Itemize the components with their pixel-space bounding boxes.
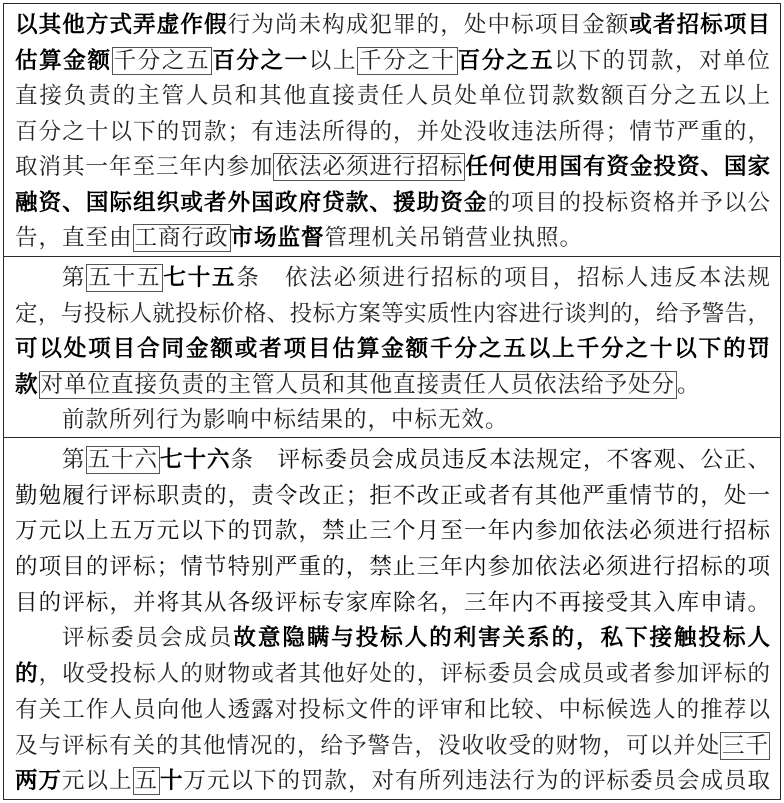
text: 管理机关吊销营业执照。 xyxy=(324,225,584,251)
deleted-text-box: 五 xyxy=(134,768,158,795)
added-text: 故意隐瞒与投标人的利害关系的，私下接触投标人 xyxy=(233,625,770,652)
text: 定，与投标人就投标价格、投标方案等实质性内容进行谈判的，给予警告， xyxy=(15,300,770,327)
text: 条 依法必须进行招标的项目，招标人违反本法规 xyxy=(236,265,770,291)
text: 行为尚未构成犯罪的，处中标项目金额 xyxy=(227,12,630,38)
added-text: 融资、国际组织或者外国政府贷款、援助资金 xyxy=(15,189,488,216)
text-line xyxy=(15,220,770,256)
added-text: 款 xyxy=(15,371,39,398)
text-line xyxy=(15,549,770,585)
text: 以下的罚款，对单位 xyxy=(554,47,770,74)
added-text: 两万 xyxy=(15,768,62,795)
deleted-text-box: 对单位直接负责的主管人员和其他直接责任人员依法给予处分 xyxy=(40,371,676,398)
text-line xyxy=(15,656,770,692)
added-text: 百分之五 xyxy=(457,47,555,74)
text-line xyxy=(15,331,770,367)
text-line xyxy=(15,78,770,114)
added-text: 评标委员会成员违反本法规定，不客观、公正、 xyxy=(277,447,770,473)
deleted-text-box: 三千 xyxy=(721,732,768,759)
article-heading-line xyxy=(15,260,770,296)
text: 百分之十以下的罚款；有违法所得的，并处没收违法所得；情节严重的， xyxy=(15,118,770,145)
text-line xyxy=(15,149,770,185)
added-text: 勤勉履行评标职责的，责令改正；拒不改正或者有其他严重情节的，处一 xyxy=(15,482,770,509)
deleted-text-box: 依法必须进行招标 xyxy=(275,154,464,180)
added-text: 估算金额 xyxy=(15,47,112,74)
text-line xyxy=(15,185,770,221)
text-line xyxy=(15,478,770,514)
text-line xyxy=(15,692,770,728)
added-text: 的 xyxy=(15,661,39,688)
text: 及与评标有关的其他情况的，给予警告，没收收受的财物，可以并处 xyxy=(15,732,720,759)
text: 条 xyxy=(230,447,278,473)
added-text: 可以处项目合同金额或者项目估算金额千分之五以上千分之十以下的罚 xyxy=(15,336,770,362)
text: 的项目的投标资格并予以公 xyxy=(487,189,770,216)
added-text: 十 xyxy=(160,768,184,795)
text: 第 xyxy=(62,447,86,473)
deleted-article-number: 五十五 xyxy=(88,265,162,291)
text: 万元以下的罚款，对有所列违法行为的评标委员会成员取 xyxy=(183,768,770,795)
added-text: 目的评标，并将其从各级评标专家库除名，三年内不再接受其入库申请。 xyxy=(15,589,770,616)
added-text: 以其他方式弄虚作假 xyxy=(15,12,228,38)
text-line xyxy=(15,513,770,549)
text-line xyxy=(15,296,770,332)
text-line xyxy=(15,367,770,403)
deleted-article-number: 五十六 xyxy=(87,447,158,473)
text: 元以上 xyxy=(62,768,133,795)
added-text: 百分之一 xyxy=(212,47,309,74)
article-75-row xyxy=(3,256,781,438)
added-text: 任何使用国有资金投资、国家 xyxy=(465,154,770,180)
text-line xyxy=(15,43,770,79)
text: 评标委员会成员 xyxy=(62,625,234,652)
added-text: 的项目的评标；情节特别严重的，禁止三年内参加依法必须进行招标的项 xyxy=(15,554,770,581)
deleted-text-box: 千分之五 xyxy=(113,47,211,74)
text: 。 xyxy=(677,371,701,398)
added-article-number: 七十五 xyxy=(163,265,237,291)
added-text: 或者招标项目 xyxy=(629,12,770,38)
added-article-number: 七十六 xyxy=(160,447,231,473)
text: 有关工作人员向他人透露对投标文件的评审和比较、中标候选人的推荐以 xyxy=(15,696,770,723)
text-line xyxy=(15,114,770,150)
text: 取消其一年至三年内参加 xyxy=(15,154,274,180)
text-line xyxy=(15,402,770,438)
added-text: 万元以上五万元以下的罚款，禁止三个月至一年内参加依法必须进行招标 xyxy=(15,518,770,545)
text-line xyxy=(15,585,770,621)
deleted-text-box: 工商行政 xyxy=(134,225,229,251)
text: ，收受投标人的财物或者其他好处的，评标委员会成员或者参加评标的 xyxy=(38,661,770,688)
text-line xyxy=(15,7,770,43)
text: 告，直至由 xyxy=(15,225,133,251)
text: 第 xyxy=(62,265,87,291)
text-line xyxy=(15,763,770,799)
text-line xyxy=(15,728,770,764)
text: 直接负责的主管人员和其他直接责任人员处单位罚款数额百分之五以上 xyxy=(15,83,770,109)
article-74-continued-row xyxy=(3,3,781,257)
added-text: 市场监督 xyxy=(230,225,325,251)
text-line xyxy=(15,620,770,656)
text: 以上 xyxy=(308,47,358,74)
article-heading-line xyxy=(15,442,770,478)
text: 前款所列行为影响中标结果的，中标无效。 xyxy=(62,407,509,433)
article-76-row xyxy=(3,437,781,800)
deleted-text-box: 千分之十 xyxy=(359,47,456,74)
